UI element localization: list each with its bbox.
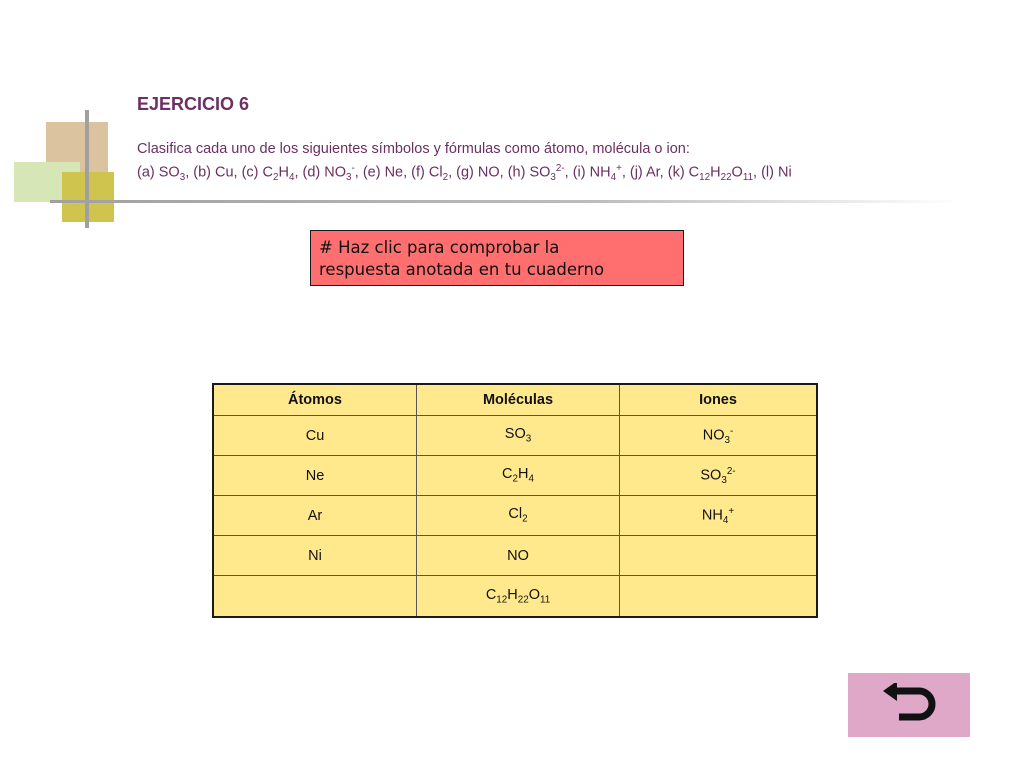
- molecule-cell-segment: Cl: [508, 506, 523, 523]
- atom-cell-segment: Cu: [305, 427, 325, 444]
- header-ions: Iones: [620, 384, 818, 416]
- table-row: [213, 496, 817, 536]
- header-atoms: Átomos: [213, 384, 417, 416]
- formula-list-segment: H: [278, 164, 289, 181]
- formula-list-segment: , (b) Cu, (c) C: [185, 164, 273, 181]
- molecule-cell-segment: SO: [504, 426, 526, 443]
- table-row: [213, 576, 817, 618]
- ion-cell-segment: 2-: [726, 465, 736, 477]
- molecule-cell: [417, 456, 620, 496]
- exercise-instructions: [137, 140, 792, 187]
- molecule-cell: [417, 416, 620, 456]
- formula-list-segment: 3: [179, 171, 186, 183]
- check-answer-line1: # Haz clic para comprobar la: [319, 238, 560, 257]
- ion-cell-segment: NH: [701, 506, 723, 523]
- answers-table: [212, 383, 818, 618]
- exercise-title: EJERCICIO 6: [137, 94, 250, 114]
- ion-cell-segment: 4: [722, 514, 729, 526]
- atom-cell-segment: Ar: [307, 507, 323, 524]
- formula-list-segment: , (e) Ne, (f) Cl: [354, 164, 443, 181]
- ion-cell: [620, 496, 818, 536]
- formula-list-segment: +: [616, 163, 622, 174]
- ion-cell: [620, 456, 818, 496]
- ion-cell-segment: 3: [724, 434, 730, 446]
- formula-list-segment: 11: [742, 171, 754, 183]
- ion-cell-segment: -: [729, 425, 734, 437]
- ion-cell: [620, 576, 818, 618]
- formula-list-segment: , (i) NH: [564, 164, 611, 181]
- decor-horizontal-line: [50, 200, 960, 203]
- return-arrow-icon: [881, 683, 937, 727]
- back-button[interactable]: [848, 673, 970, 737]
- molecule-cell: [417, 576, 620, 618]
- ion-cell-segment: NO: [702, 426, 725, 443]
- formula-list-segment: 2: [442, 171, 449, 183]
- formula-list-segment: , (g) NO, (h) SO: [448, 164, 551, 181]
- atom-cell: [213, 576, 417, 618]
- table-header-row: [213, 384, 817, 416]
- molecule-cell-segment: C: [485, 586, 497, 603]
- molecule-cell-segment: 3: [525, 433, 532, 445]
- molecule-cell: [417, 536, 620, 576]
- table-row: [213, 536, 817, 576]
- molecule-cell-segment: 2: [522, 513, 528, 525]
- molecule-cell: [417, 496, 620, 536]
- molecule-cell-segment: H: [507, 586, 518, 603]
- instruction-text: Clasifica cada uno de los siguientes símbolos y fórmulas como átomo, molécula o ion:: [137, 141, 690, 157]
- formula-list-segment: , (j) Ar, (k) C: [621, 164, 700, 181]
- molecule-cell-segment: 2: [512, 473, 518, 485]
- header-molecules: Moléculas: [417, 384, 620, 416]
- molecule-cell-segment: NO: [507, 547, 529, 564]
- decor-vertical-line: [85, 110, 89, 228]
- molecule-cell-segment: 11: [539, 594, 551, 606]
- atom-cell: [213, 456, 417, 496]
- formula-list-segment: 4: [288, 171, 295, 183]
- ion-cell: [620, 536, 818, 576]
- atom-cell: [213, 496, 417, 536]
- formula-list-segment: O: [731, 164, 743, 181]
- ion-cell-segment: +: [728, 505, 735, 517]
- formula-list-segment: 2: [273, 171, 279, 183]
- check-answer-button[interactable]: [310, 230, 684, 286]
- table-row: [213, 456, 817, 496]
- formula-list: [137, 159, 792, 187]
- formula-list-segment: , (l) Ni: [753, 164, 792, 181]
- atom-cell: [213, 416, 417, 456]
- molecule-cell-segment: O: [528, 586, 540, 603]
- molecule-cell-segment: 12: [496, 594, 508, 606]
- formula-list-segment: 12: [699, 171, 711, 183]
- formula-list-segment: 4: [610, 171, 617, 183]
- formula-list-segment: 2-: [555, 163, 565, 174]
- atom-cell: [213, 536, 417, 576]
- table-row: [213, 416, 817, 456]
- formula-list-segment: (a) SO: [137, 164, 180, 181]
- check-answer-line2: respuesta anotada en tu cuaderno: [319, 260, 605, 279]
- formula-list-segment: , (d) NO: [294, 164, 347, 181]
- formula-list-segment: -: [351, 163, 355, 174]
- atom-cell-segment: Ne: [305, 467, 325, 484]
- molecule-cell-segment: C: [502, 466, 513, 483]
- molecule-cell-segment: 22: [517, 594, 529, 606]
- atom-cell-segment: Ni: [308, 547, 322, 564]
- ion-cell: [620, 416, 818, 456]
- ion-cell-segment: SO: [700, 466, 722, 483]
- ion-cell-segment: 3: [721, 474, 727, 486]
- formula-list-segment: 3: [550, 171, 556, 183]
- formula-list-segment: H: [710, 164, 721, 181]
- formula-list-segment: 3: [346, 171, 352, 183]
- formula-list-segment: 22: [720, 171, 732, 183]
- molecule-cell-segment: H: [518, 466, 529, 483]
- molecule-cell-segment: 4: [528, 473, 534, 485]
